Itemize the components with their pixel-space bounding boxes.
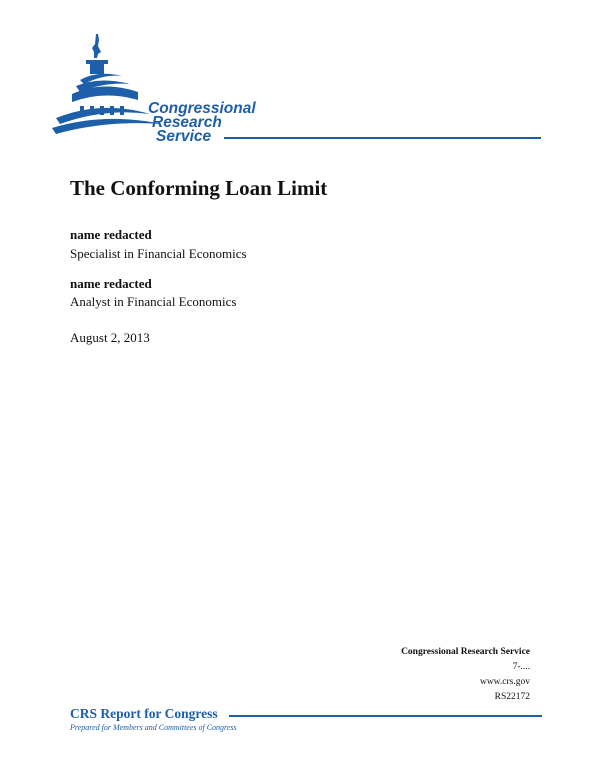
document-title: The Conforming Loan Limit [70, 176, 328, 200]
footer-phone: 7-.... [512, 662, 530, 672]
author-2-role: Analyst in Financial Economics [70, 294, 237, 309]
logo-text-line1: Congressional [148, 100, 256, 117]
footer-org: Congressional Research Service [401, 647, 530, 657]
author-1-role: Specialist in Financial Economics [70, 246, 247, 261]
prepared-for-note: Prepared for Members and Committees of Congress [70, 723, 237, 732]
author-1-name: name redacted [70, 227, 152, 242]
author-2-name: name redacted [70, 276, 152, 291]
footer-report-number: RS22172 [494, 692, 530, 702]
footer-contact-block [401, 645, 530, 705]
logo-text-line2: Research [152, 114, 222, 131]
footer-rule [229, 715, 542, 717]
header-rule [224, 137, 541, 139]
publication-date: August 2, 2013 [70, 330, 150, 345]
crs-report-label: CRS Report for Congress [70, 706, 218, 721]
logo-text-line3: Service [156, 128, 212, 145]
footer-website[interactable]: www.crs.gov [479, 677, 530, 687]
